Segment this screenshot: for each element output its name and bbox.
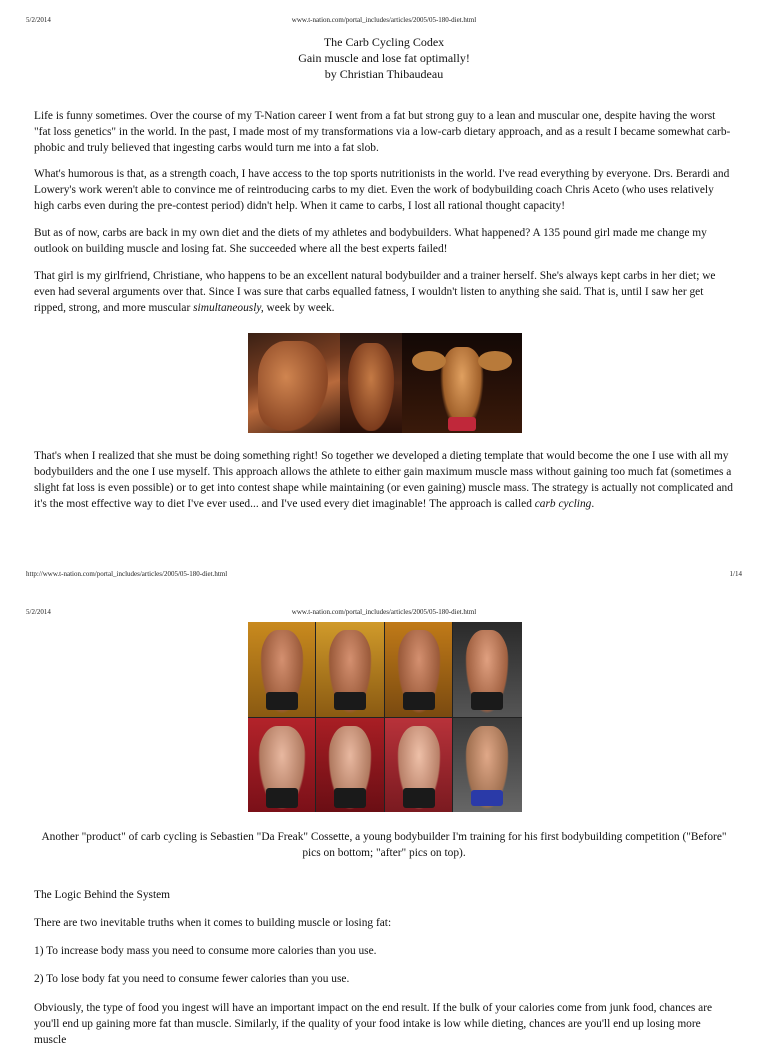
paragraph-2: What's humorous is that, as a strength coach, I have access to the top sports nutritionists in the world. I've read everything by everyone. Drs. Berardi and Lowery's work weren't able to convince me of reintroducing carbs to my diet. Even the work of bodybuilding coach Chris Aceto (who uses relatively high carbs even during the pre-contest period) didn't help. When it came to carbs, I lost all rational thought capacity! bbox=[34, 168, 730, 212]
header-date: 5/2/2014 bbox=[26, 608, 51, 616]
intro-text: There are two inevitable truths when it comes to building muscle or losing fat: bbox=[34, 917, 392, 929]
paragraph-4 bbox=[34, 268, 734, 316]
paragraph-5-end: . bbox=[591, 498, 595, 510]
cossette-photo-grid bbox=[248, 622, 522, 812]
paragraph-last: Obviously, the type of food you ingest will have an important impact on the end result. If the bulk of your calories come from junk food, chances are you'll end up gaining more fat than muscle. Similarly, if the quality of your food intake is low while dieting, chances are you'll end up losing more muscle bbox=[34, 1002, 713, 1046]
after-photo-4 bbox=[453, 622, 522, 717]
after-photo-2 bbox=[316, 622, 384, 717]
paragraph-4-italic: simultaneously, bbox=[193, 302, 264, 314]
paragraph-4-text: That girl is my girlfriend, Christiane, who happens to be an excellent natural bodybuilder and a trainer herself. She's always kept carbs in her diet; we even had several arguments over that. Since I was sure that carbs equalled fatness, I wouldn't listen to anything she said. That is, until I saw her get ripped, strong, and more muscular bbox=[34, 270, 716, 314]
christiane-photo bbox=[248, 333, 522, 433]
article-subtitle: Gain muscle and lose fat optimally! bbox=[298, 51, 470, 65]
footer-url: http://www.t-nation.com/portal_includes/articles/2005/05-180-diet.html bbox=[26, 570, 228, 578]
before-photo-4 bbox=[453, 718, 522, 812]
header-url: www.t-nation.com/portal_includes/articles/2005/05-180-diet.html bbox=[291, 16, 477, 24]
article-title: The Carb Cycling Codex bbox=[323, 35, 445, 49]
article-title-block bbox=[0, 34, 768, 82]
truth-1: 1) To increase body mass you need to consume more calories than you use. bbox=[34, 945, 377, 957]
section-heading: The Logic Behind the System bbox=[34, 889, 171, 901]
paragraph-5-italic: carb cycling bbox=[534, 498, 592, 510]
photo-panel-2 bbox=[340, 333, 402, 433]
after-photo-3 bbox=[385, 622, 452, 717]
photo-panel-3 bbox=[402, 333, 522, 433]
before-photo-3 bbox=[385, 718, 452, 812]
after-photo-1 bbox=[248, 622, 315, 717]
article-author: by Christian Thibaudeau bbox=[324, 67, 444, 81]
page1-header bbox=[26, 16, 742, 28]
footer-page-number: 1/14 bbox=[729, 570, 742, 578]
page2-header bbox=[26, 608, 742, 620]
paragraph-4-end: week by week. bbox=[263, 302, 335, 314]
header-date: 5/2/2014 bbox=[26, 16, 51, 24]
photo-panel-1 bbox=[248, 333, 340, 433]
before-photo-2 bbox=[316, 718, 384, 812]
header-url: www.t-nation.com/portal_includes/articles/2005/05-180-diet.html bbox=[291, 608, 477, 616]
before-photo-1 bbox=[248, 718, 315, 812]
paragraph-3: But as of now, carbs are back in my own diet and the diets of my athletes and bodybuilders. What happened? A 135 pound girl made me change my outlook on building muscle and losing fat. She succeeded where all the best experts failed! bbox=[34, 227, 707, 255]
paragraph-1: Life is funny sometimes. Over the course of my T-Nation career I went from a fat but strong guy to a lean and muscular one, despite having the worst "fat loss genetics" in the world. In the past, I made most of my transformations via a low-carb dietary approach, and as a result I became somewhat carb-phobic and truly believed that ingesting carbs would turn me into a fat slob. bbox=[34, 110, 731, 154]
paragraph-5 bbox=[34, 448, 734, 512]
paragraph-5-text: That's when I realized that she must be doing something right! So together we developed a dieting template that would become the one I use with all my bodybuilders and the one I use myself. This approach allows the athlete to either gain maximum muscle mass without gaining too much fat (sometimes a slight fat loss is even possible) or to get into contest shape while maintaining (or even gaining) muscle mass. The strategy is actually not complicated and it's the most effective way to diet I've ever used... and I've used every diet imaginable! The approach is called bbox=[34, 450, 733, 510]
page1-footer bbox=[26, 570, 742, 582]
truth-2: 2) To lose body fat you need to consume fewer calories than you use. bbox=[34, 973, 350, 985]
photo-caption: Another "product" of carb cycling is Sebastien "Da Freak" Cossette, a young bodybuilder I'm training for his first bodybuilding competition ("Before" pics on bottom; "after" pics on top). bbox=[41, 831, 727, 859]
